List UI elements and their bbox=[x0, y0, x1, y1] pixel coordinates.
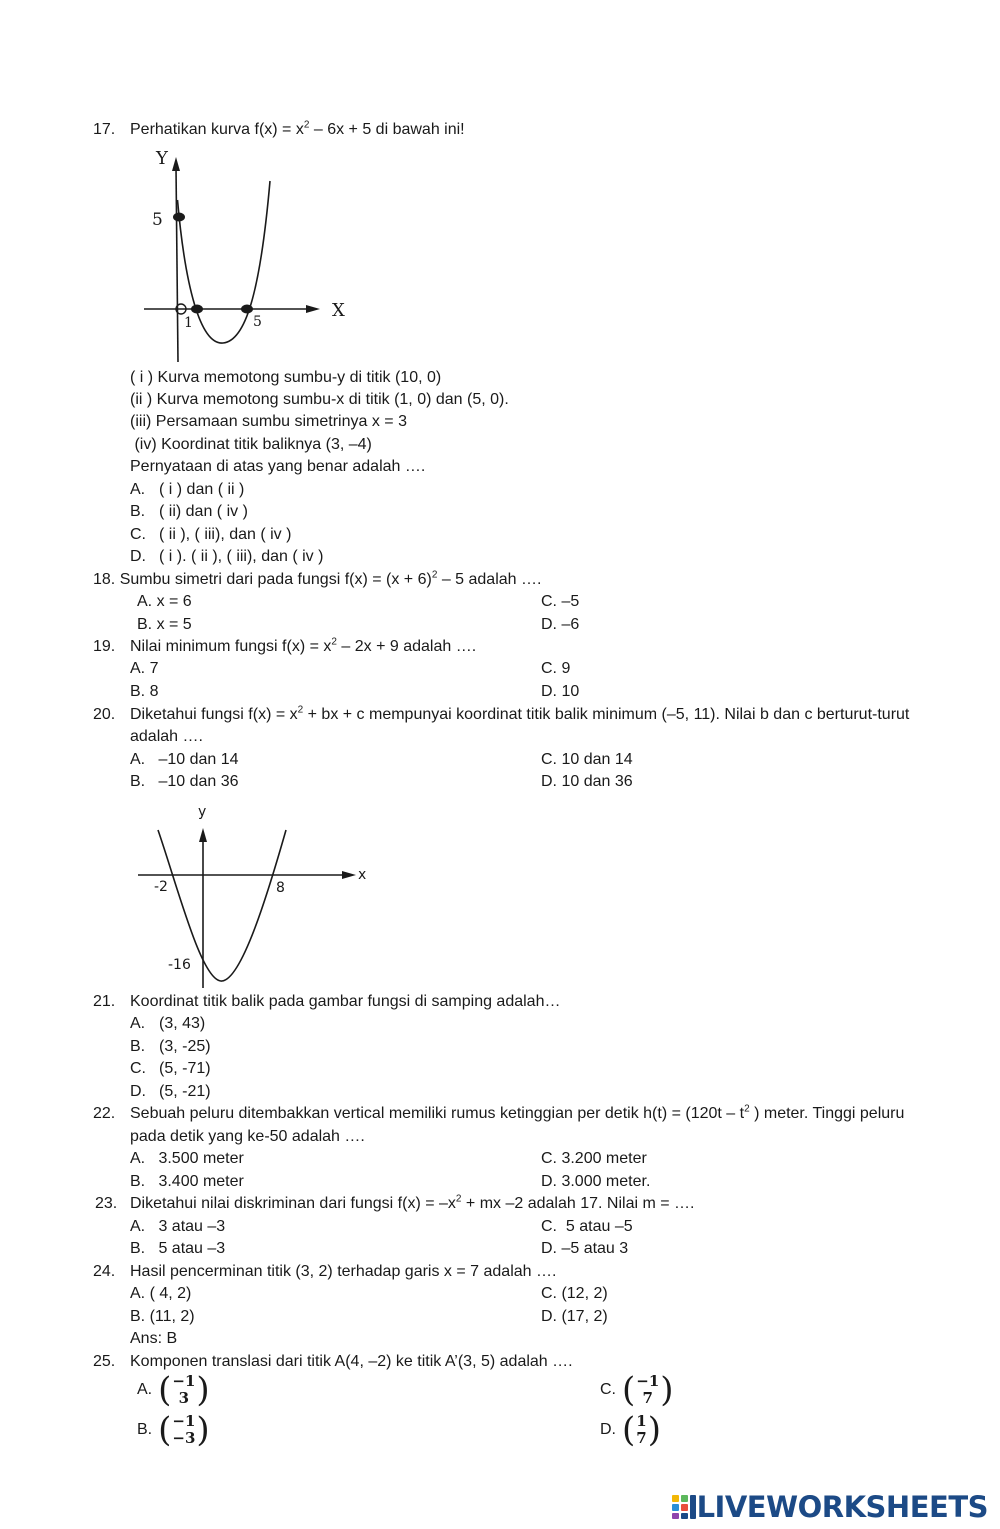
q21-option-a[interactable]: A. (3, 43) bbox=[130, 1015, 206, 1032]
left-paren-icon: ( bbox=[158, 1410, 172, 1450]
q19-stem: Nilai minimum fungsi $f(x) = x^2 - 2x + 9$ adalah …. bbox=[130, 636, 477, 655]
q23-option-b[interactable]: B. 5 atau –3 bbox=[130, 1240, 226, 1257]
q25-option-c[interactable] bbox=[600, 1370, 674, 1410]
q24-option-b[interactable]: B. (11, 2) bbox=[130, 1308, 195, 1325]
left-paren-icon: ( bbox=[622, 1410, 636, 1450]
q25-option-d-vector: 1 7 bbox=[636, 1412, 647, 1447]
q17-point-y5 bbox=[173, 213, 185, 222]
q20-stem: Diketahui fungsi $f(x) = x^2$ + bx + c mempunyai koordinat titik balik minimum (–5, 11). Nilai b dan c berturut-turut bbox=[130, 704, 910, 723]
left-paren-icon: ( bbox=[158, 1370, 172, 1410]
graph2-x-arrow bbox=[342, 871, 356, 879]
q21-parabola-graph bbox=[130, 798, 380, 993]
liveworksheets-logo-icon bbox=[671, 1494, 697, 1520]
q19-option-d[interactable]: D. 10 bbox=[541, 683, 580, 700]
q17-statement-4: (iv) Koordinat titik baliknya (3, –4) bbox=[130, 436, 372, 453]
q25-option-d-label: D. bbox=[600, 1421, 616, 1438]
q19-option-c[interactable]: C. 9 bbox=[541, 660, 571, 677]
q20-stem-line2: adalah …. bbox=[130, 728, 203, 745]
graph2-y-label: y bbox=[198, 804, 207, 820]
q22-number: 22. bbox=[93, 1105, 116, 1122]
q24-stem: Hasil pencerminan titik (3, 2) terhadap garis x = 7 adalah …. bbox=[130, 1263, 557, 1280]
q25-option-b[interactable] bbox=[137, 1410, 210, 1450]
q24-option-a[interactable]: A. ( 4, 2) bbox=[130, 1285, 192, 1302]
q25-option-c-vector: −1 7 bbox=[636, 1372, 660, 1407]
q17-stem: Perhatikan kurva $f(x) = x^2 - 6x + 5$ di bawah ini! bbox=[130, 119, 465, 138]
q25-stem: Komponen translasi dari titik A(4, –2) ke titik A’(3, 5) adalah …. bbox=[130, 1353, 573, 1370]
q22-stem: Sebuah peluru ditembakkan vertical memiliki rumus ketinggian per detik $h(t) = (120t - t^2$ ) meter. Tinggi peluru bbox=[130, 1103, 905, 1122]
q21-stem: Koordinat titik balik pada gambar fungsi di samping adalah… bbox=[130, 993, 561, 1010]
q23-option-c[interactable]: C. 5 atau –5 bbox=[541, 1218, 633, 1235]
liveworksheets-logo-text: LIVEWORKSHEETS bbox=[696, 1490, 988, 1524]
q17-x-tick-1: 1 bbox=[184, 315, 193, 331]
liveworksheets-logo[interactable] bbox=[671, 1490, 988, 1524]
graph2-tick-neg16: -16 bbox=[168, 957, 191, 973]
q17-x-tick-5: 5 bbox=[253, 314, 262, 330]
q17-point-x5 bbox=[241, 305, 253, 314]
q19-number: 19. bbox=[93, 638, 116, 655]
q20-option-d[interactable]: D. 10 dan 36 bbox=[541, 773, 633, 790]
q23-option-a[interactable]: A. 3 atau –3 bbox=[130, 1218, 226, 1235]
q25-option-b-label: B. bbox=[137, 1421, 153, 1438]
graph2-tick-8: 8 bbox=[276, 880, 285, 896]
q20-option-c[interactable]: C. 10 dan 14 bbox=[541, 751, 633, 768]
q25-number: 25. bbox=[93, 1353, 116, 1370]
q17-statement-3: (iii) Persamaan sumbu simetrinya x = 3 bbox=[130, 413, 407, 430]
q17-option-c[interactable]: C. ( ii ), ( iii), dan ( iv ) bbox=[130, 526, 292, 543]
q17-number: 17. bbox=[93, 121, 116, 138]
q17-y-arrow bbox=[172, 157, 180, 171]
q25-option-c-label: C. bbox=[600, 1381, 616, 1398]
q17-option-a[interactable]: A. ( i ) dan ( ii ) bbox=[130, 481, 245, 498]
q17-statement-2: (ii ) Kurva memotong sumbu-x di titik (1, 0) dan (5, 0). bbox=[130, 391, 509, 408]
q17-parabola-graph bbox=[130, 145, 360, 370]
q22-option-b[interactable]: B. 3.400 meter bbox=[130, 1173, 244, 1190]
q24-answer: Ans: B bbox=[130, 1330, 178, 1347]
q20-option-a[interactable]: A. –10 dan 14 bbox=[130, 751, 239, 768]
graph2-y-arrow bbox=[199, 828, 207, 842]
q18-option-c[interactable]: C. –5 bbox=[541, 593, 580, 610]
q20-option-b[interactable]: B. –10 dan 36 bbox=[130, 773, 239, 790]
q19-option-b[interactable]: B. 8 bbox=[130, 683, 159, 700]
q18-option-b[interactable]: B. x = 5 bbox=[137, 616, 192, 633]
q19-option-a[interactable]: A. 7 bbox=[130, 660, 159, 677]
q23-option-d[interactable]: D. –5 atau 3 bbox=[541, 1240, 629, 1257]
q18-option-a[interactable]: A. x = 6 bbox=[137, 593, 192, 610]
right-paren-icon: ) bbox=[196, 1370, 210, 1410]
q17-point-x1 bbox=[191, 305, 203, 314]
q25-option-a-vector: −1 3 bbox=[172, 1372, 196, 1407]
left-paren-icon: ( bbox=[622, 1370, 636, 1410]
q18-stem: 18. Sumbu simetri dari pada fungsi $f(x) = (x + 6)^2 - 5$ adalah …. bbox=[93, 569, 542, 588]
q17-x-label: X bbox=[332, 300, 345, 321]
graph2-x-label: x bbox=[358, 867, 367, 883]
q17-y-tick-5: 5 bbox=[152, 210, 163, 230]
right-paren-icon: ) bbox=[647, 1410, 661, 1450]
q25-option-a[interactable] bbox=[137, 1370, 210, 1410]
right-paren-icon: ) bbox=[660, 1370, 674, 1410]
q24-number: 24. bbox=[93, 1263, 116, 1280]
q25-option-d[interactable] bbox=[600, 1410, 661, 1450]
q21-option-c[interactable]: C. (5, -71) bbox=[130, 1060, 211, 1077]
q17-x-arrow bbox=[306, 305, 320, 313]
q24-option-d[interactable]: D. (17, 2) bbox=[541, 1308, 608, 1325]
q21-number: 21. bbox=[93, 993, 116, 1010]
q22-option-a[interactable]: A. 3.500 meter bbox=[130, 1150, 244, 1167]
q22-stem-line2: pada detik yang ke-50 adalah …. bbox=[130, 1128, 365, 1145]
q25-option-a-label: A. bbox=[137, 1381, 153, 1398]
q25-option-b-vector: −1 −3 bbox=[172, 1412, 196, 1447]
q17-prompt: Pernyataan di atas yang benar adalah …. bbox=[130, 458, 426, 475]
q23-stem: Diketahui nilai diskriminan dari fungsi $f(x) = -x^2$ + mx –2 adalah 17. Nilai m = …. bbox=[130, 1193, 695, 1212]
q17-option-b[interactable]: B. ( ii) dan ( iv ) bbox=[130, 503, 248, 520]
q17-statement-1: ( i ) Kurva memotong sumbu-y di titik (10, 0) bbox=[130, 369, 442, 386]
q22-option-d[interactable]: D. 3.000 meter. bbox=[541, 1173, 651, 1190]
q21-option-d[interactable]: D. (5, -21) bbox=[130, 1083, 211, 1100]
q17-option-d[interactable]: D. ( i ). ( ii ), ( iii), dan ( iv ) bbox=[130, 548, 324, 565]
q23-number: 23. bbox=[95, 1195, 118, 1212]
q18-option-d[interactable]: D. –6 bbox=[541, 616, 580, 633]
q22-option-c[interactable]: C. 3.200 meter bbox=[541, 1150, 647, 1167]
q21-option-b[interactable]: B. (3, -25) bbox=[130, 1038, 211, 1055]
right-paren-icon: ) bbox=[196, 1410, 210, 1450]
q17-y-axis bbox=[176, 167, 178, 362]
graph2-tick-neg2: -2 bbox=[154, 879, 168, 895]
q17-y-label: Y bbox=[156, 148, 168, 169]
q20-number: 20. bbox=[93, 706, 116, 723]
q24-option-c[interactable]: C. (12, 2) bbox=[541, 1285, 608, 1302]
